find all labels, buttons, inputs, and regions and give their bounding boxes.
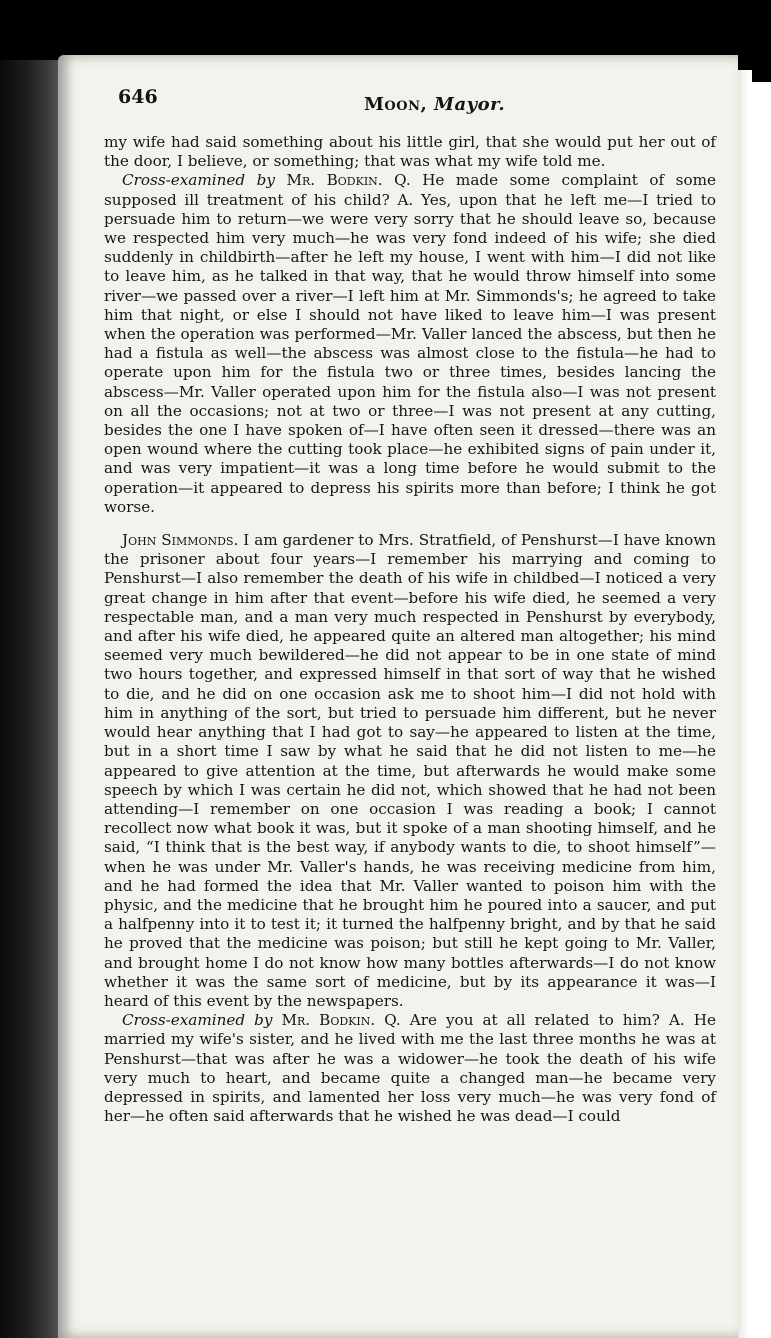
counsel-name: Mr. Bodkin.	[281, 1011, 376, 1030]
witness-name: John Simmonds.	[122, 531, 239, 550]
paragraph-cross-examination-1	[104, 171, 716, 517]
scan-corner	[752, 60, 771, 82]
paragraph-cross-examination-2	[104, 1011, 716, 1126]
paragraph-witness-testimony	[104, 531, 716, 1011]
paragraph-continuation	[104, 133, 716, 171]
cross-examined-label: Cross-examined by	[122, 1011, 273, 1030]
page-number: 646	[118, 86, 158, 108]
paragraph-text: I am gardener to Mrs. Stratfield, of Penshurst—I have known the prisoner about four years—I remember his marrying and coming to Penshurst—I also remember the death of his wife in childbed—I noticed a very great change in him after that event—before his wife died, he seemed a very respectable man, and a man very much respected in Penshurst by everybody, and after his wife died, he appeared quite an altered man altogether; his mind seemed very much bewildered—he did not appear to be in one state of mind two hours together, and expressed himself in that sort of way that he wished to die, and he did on one occasion ask me to shoot him—I did not hold with him in anything of the sort, but tried to persuade him different, but he never would hear anything that I had got to say—he appeared to listen at the time, but in a short time I saw by what he said that he did not listen to me—he appeared to give attention at the time, but afterwards he would make some speech by which I was certain he did not, which showed that he had not been attending—I remember on one occasion I was reading a book; I cannot recollect now what book it was, but it spoke of a man shooting himself, and he said, “I think that is the best way, if anybody wants to die, to shoot himself”—when he was under Mr. Valler's hands, he was receiving medicine from him, and he had formed the idea that Mr. Valler wanted to poison him with the physic, and the medicine that he brought him he poured into a saucer, and put a halfpenny into it to test it; it turned the halfpenny bright, and by that he said he proved that the medicine was poison; but still he kept going to Mr. Valler, and brought home I do not know how many bottles afterwards—I do not know whether it was the same sort of medicine, but by its appearance it was—I heard of this event by the newspapers.	[104, 531, 716, 1010]
running-head	[364, 94, 505, 115]
paragraph-text: Q. Are you at all related to him? A. He married my wife's sister, and he lived with me the last three months he was at Penshurst—that was after he was a widower—he took the death of his wife very much to heart, and became quite a changed man—he became very depressed in spirits, and lamented her loss very much—he was very fond of her—he often said afterwards that he wished he was dead—I could	[104, 1011, 716, 1126]
counsel-name: Mr. Bodkin.	[286, 171, 383, 190]
running-head-name: Moon,	[364, 94, 428, 115]
paragraph-text: my wife had said something about his little girl, that she would put her out of the door, I believe, or something; that was what my wife told me.	[104, 133, 716, 171]
cross-examined-label: Cross-examined by	[122, 171, 275, 190]
book-binding	[0, 60, 62, 1338]
paragraph-text: Q. He made some complaint of some supposed ill treatment of his child? A. Yes, upon that he left me—I tried to persuade him to return—we were very sorry that he should leave so, because we respected him very much—he was very fond indeed of his wife; she died suddenly in childbirth—after he left my house, I went with him—I did not like to leave him, as he talked in that way, that he would throw himself into some river—we passed over a river—I left him at Mr. Simmonds's; he agreed to take him that night, or else I should not have liked to leave him—I was present when the operation was performed—Mr. Valler lanced the abscess, but then he had a fistula as well—the abscess was almost close to the fistula—he had to operate upon him for the fistula two or three times, besides lancing the abscess—Mr. Valler operated upon him for the fistula also—I was not present on all the occasions; not at two or three—I was not present at any cutting, besides the one I have spoken of—I have often seen it dressed—there was an open wound where the cutting took place—he exhibited signs of pain under it, and was very impatient—it was a long time before he would submit to the operation—it appeared to depress his spirits more than before; I think he got worse.	[104, 171, 717, 516]
page-header	[118, 82, 718, 122]
page-right-margin	[738, 70, 771, 1338]
page-body	[104, 133, 716, 1126]
running-head-title: Mayor.	[434, 94, 506, 115]
